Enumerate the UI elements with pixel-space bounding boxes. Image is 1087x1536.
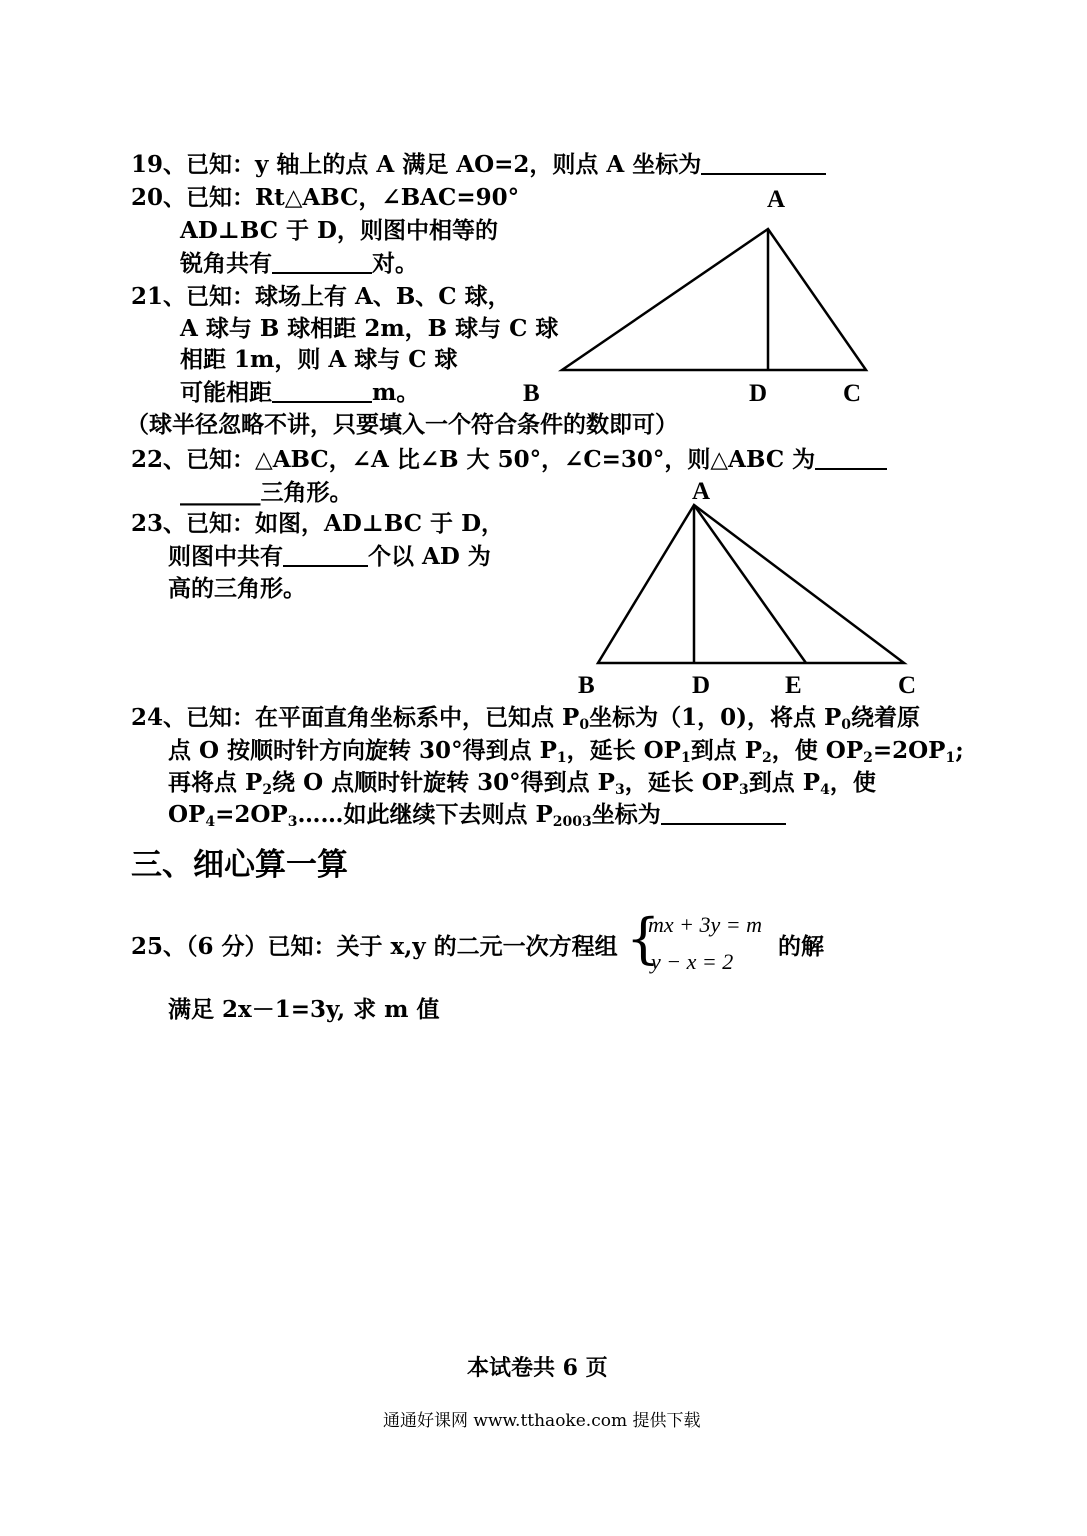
q21-line2: A 球与 B 球相距 2m，B 球与 C 球 xyxy=(180,315,559,342)
fig2-label-d: D xyxy=(692,672,711,699)
q23-line1: 23、已知：如图，AD⊥BC 于 D， xyxy=(131,510,505,537)
q23-line2-pre: 则图中共有 xyxy=(168,543,283,570)
q20-line3-post: 对。 xyxy=(372,250,418,277)
q20-line3-pre: 锐角共有 xyxy=(180,250,272,277)
fig1-label-c: C xyxy=(843,380,862,407)
q21-line4-pre: 可能相距 xyxy=(180,379,272,406)
q21-line1: 21、已知：球场上有 A、B、C 球， xyxy=(131,283,511,310)
q25-line2: 满足 2x－1=3y, 求 m 值 xyxy=(168,996,440,1023)
q23-line2-post: 个以 AD 为 xyxy=(368,543,491,570)
fig2-label-e: E xyxy=(785,672,802,699)
figure-triangle-abc-right xyxy=(523,186,866,407)
q22-line1-text: 22、已知：△ABC，∠A 比∠B 大 50°，∠C=30°，则△ABC 为 xyxy=(131,446,816,473)
fig1-label-b: B xyxy=(523,380,540,407)
q24-line2: 点 O 按顺时针方向旋转 30°得到点 $P_1$，延长 $OP_1$到点 $P_2$，使 $OP_2=2OP_1$; xyxy=(168,737,964,766)
q22-line2-pre: _______ xyxy=(180,479,261,506)
q19-text: 19、已知：y 轴上的点 A 满足 AO=2，则点 A 坐标为 xyxy=(131,151,702,178)
source-credit: 通通好课网 www.tthaoke.com 提供下载 xyxy=(383,1411,701,1431)
q20-line1: 20、已知：Rt△ABC，∠BAC=90° xyxy=(131,184,520,211)
fig2-label-c: C xyxy=(898,672,917,699)
fig2-label-a: A xyxy=(692,478,711,505)
q20-line2: AD⊥BC 于 D，则图中相等的 xyxy=(180,217,499,244)
triangle-abc-outline xyxy=(562,229,866,370)
segment-ae xyxy=(694,505,806,663)
q24-line4: $OP_4=2OP_3\dots\dots$如此继续下去则点 $P_{2003}$坐标为 xyxy=(168,800,786,830)
q21-note: （球半径忽略不讲，只要填入一个符合条件的数即可） xyxy=(126,411,678,438)
equation-2: y − x = 2 xyxy=(651,949,734,974)
fig1-label-d: D xyxy=(749,380,768,407)
q21-line3: 相距 1m，则 A 球与 C 球 xyxy=(180,346,458,373)
q25-line1-pre: 25、（6 分）已知：关于 x,y 的二元一次方程组 xyxy=(131,933,618,960)
q21-line4-post: m。 xyxy=(372,379,420,406)
q25-line1-post: 的解 xyxy=(778,933,824,960)
section3-title: 三、细心算一算 xyxy=(131,847,348,883)
fig1-label-a: A xyxy=(767,186,786,213)
q24-answer-blank xyxy=(661,801,786,825)
equation-1: mx + 3y = m xyxy=(648,912,762,937)
fig2-label-b: B xyxy=(578,672,595,699)
page-count: 本试卷共 6 页 xyxy=(467,1355,608,1381)
equation-brace: { xyxy=(626,907,661,970)
figure-triangle-abc-altitude xyxy=(578,478,916,699)
q22-line2-post: 三角形。 xyxy=(260,479,353,506)
q24-line1: 24、已知：在平面直角坐标系中，已知点 $P_0$坐标为（1，0)，将点 $P_0$绕着原 xyxy=(131,704,921,733)
q24-line3: 再将点 $P_2$绕 O 点顺时针旋转 30°得到点 $P_3$，延长 $OP_3$到点 $P_4$，使 xyxy=(168,769,876,798)
q23-line3: 高的三角形。 xyxy=(168,575,306,602)
